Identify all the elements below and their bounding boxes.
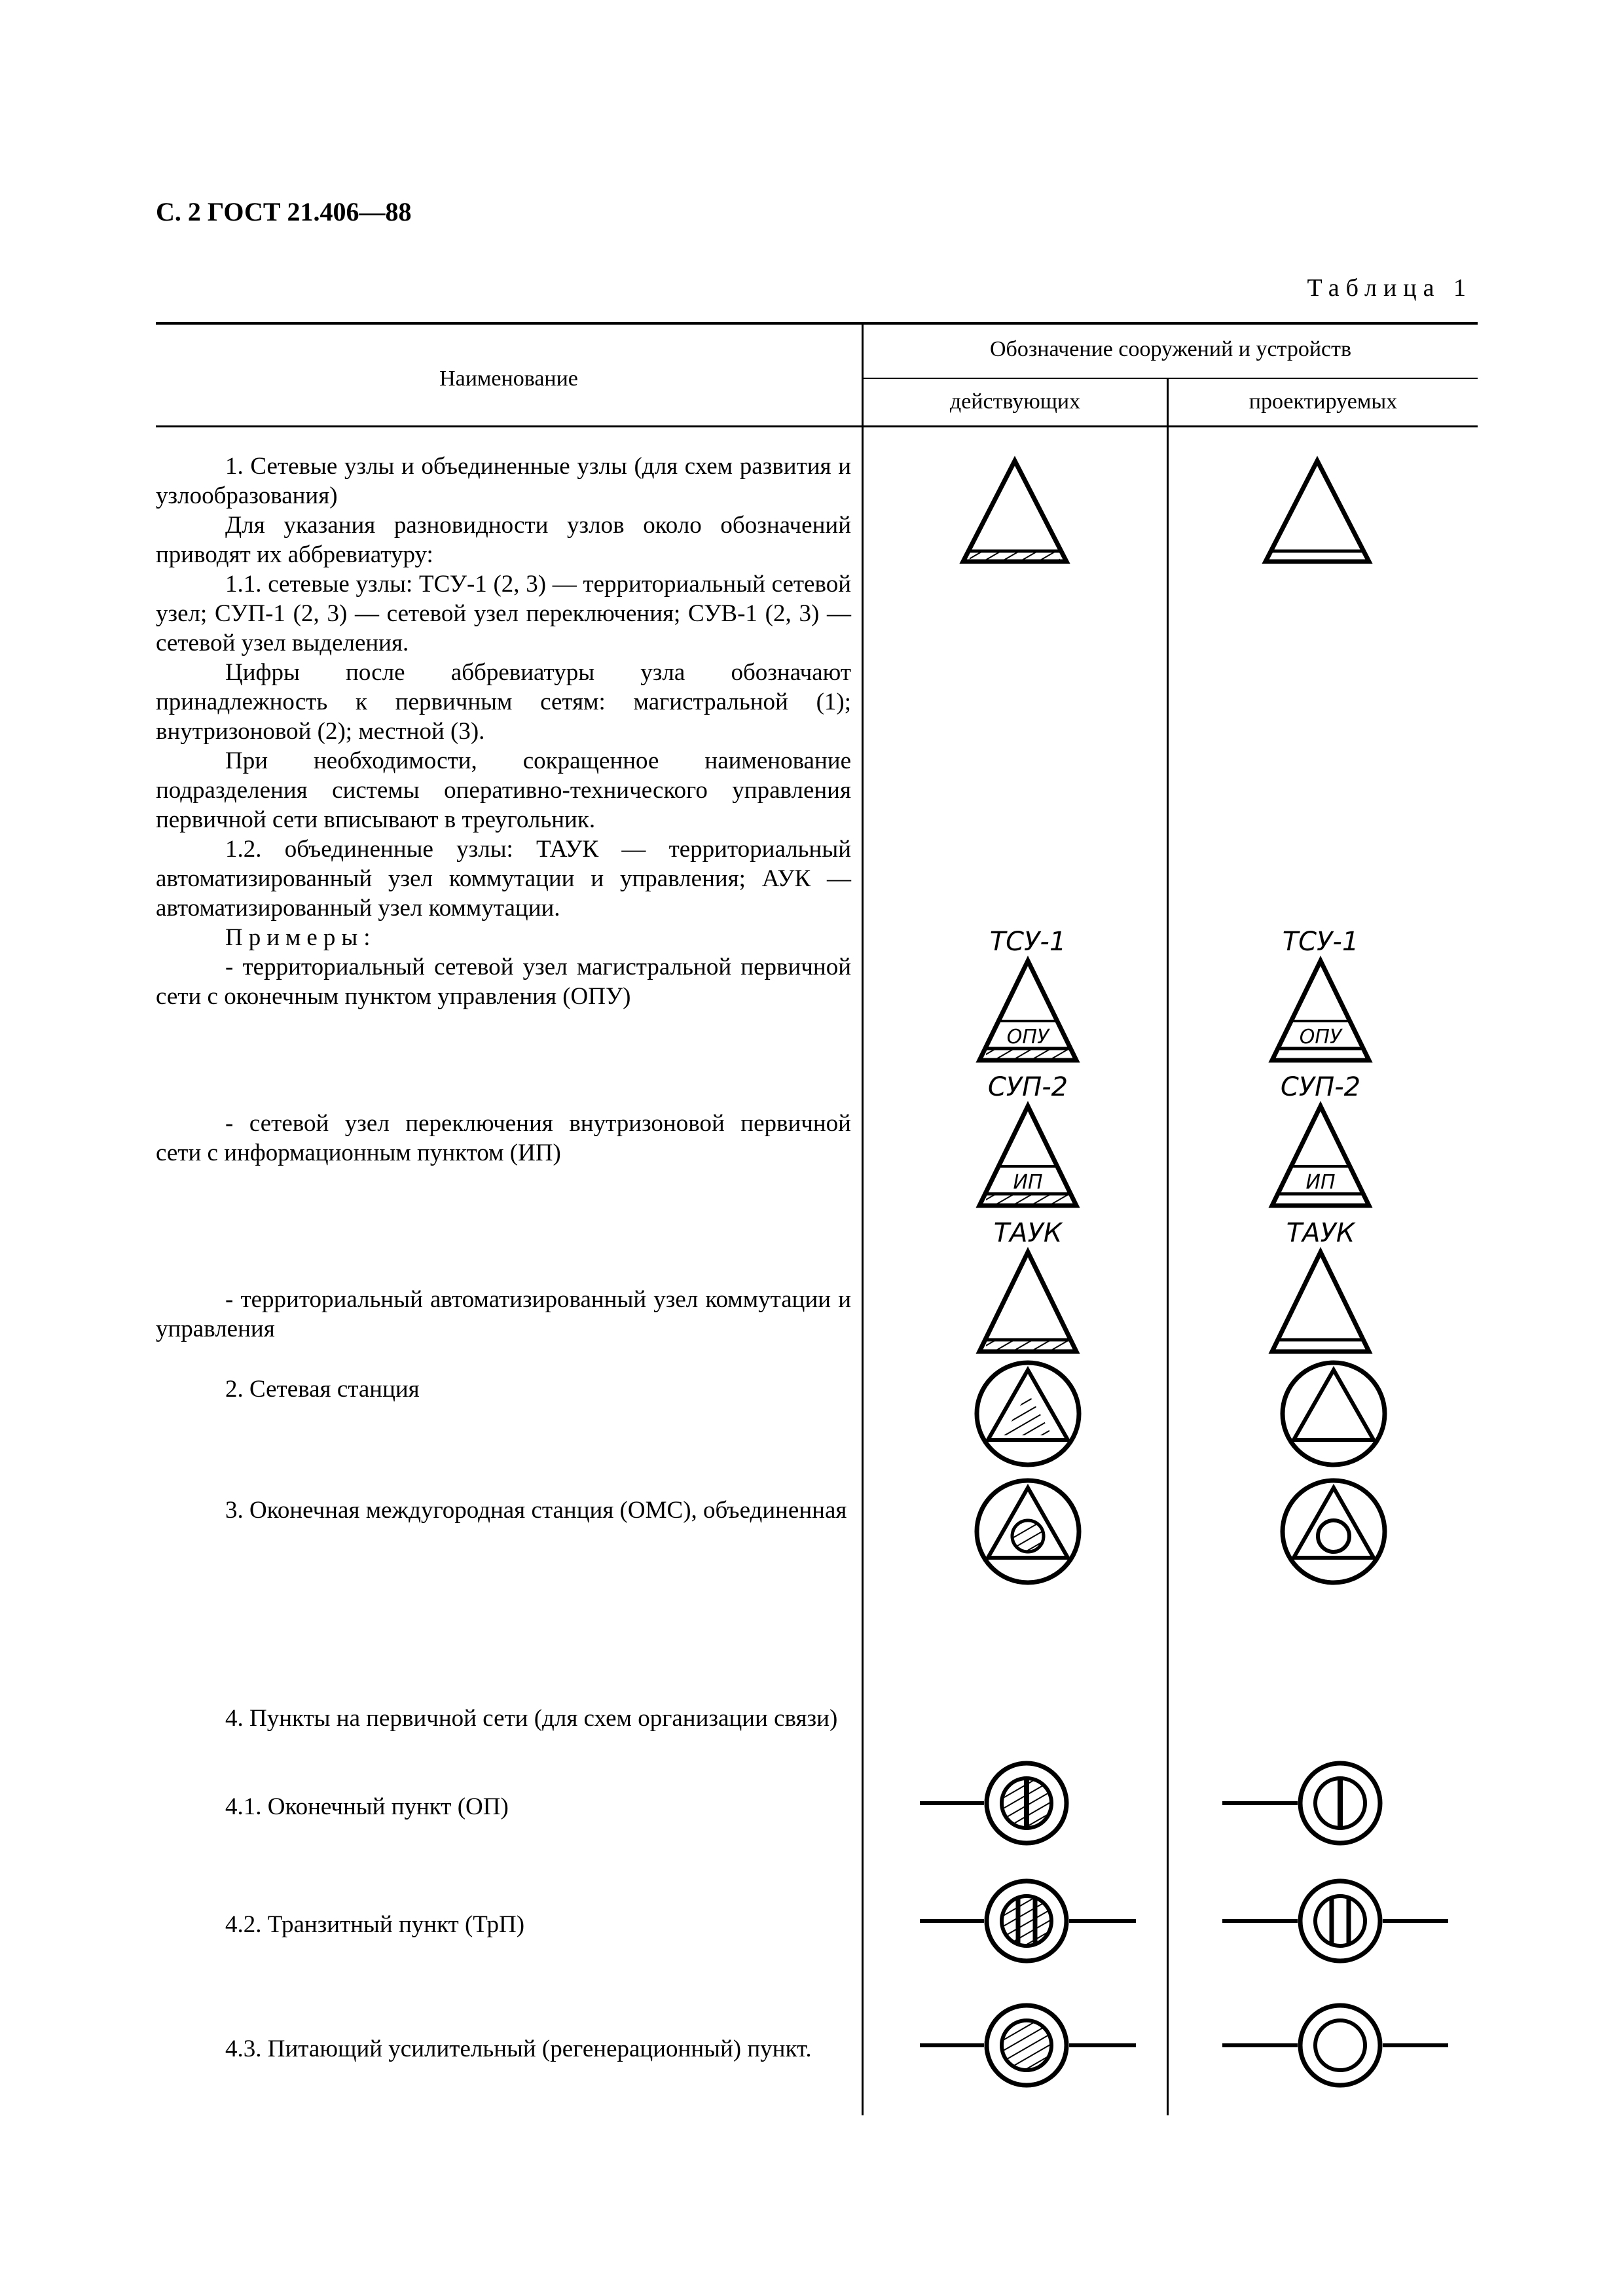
row-1-abbrev-text: При необходимости, сокращенное наименование подразделения системы оперативно-технического управления первичной сети вписывают в треугольник. — [156, 747, 851, 833]
row-4-2-text: 4.2. Транзитный пункт (ТрП) — [225, 1911, 525, 1938]
ip-label: ИП — [1013, 1171, 1043, 1194]
example-3 — [156, 1285, 851, 1344]
example-2 — [156, 1109, 851, 1168]
opu-label: ОПУ — [1006, 1026, 1049, 1049]
row-4-text: 4. Пункты на первичной сети (для схем организации связи) — [225, 1705, 838, 1732]
column-divider-2 — [1167, 379, 1169, 2115]
tauk-label: ТАУК — [993, 1218, 1063, 1248]
transit-point-existing-symbol — [920, 1878, 1139, 1964]
ip-label: ИП — [1305, 1171, 1336, 1194]
tauk-label: ТАУК — [1286, 1218, 1355, 1248]
header-bottom-rule — [156, 425, 1478, 427]
table-top-rule — [156, 322, 1478, 325]
network-station-designed-symbol — [1278, 1358, 1389, 1469]
row-1-title: 1. Сетевые узлы и объединенные узлы (для схем развития и узлообразования) — [156, 453, 851, 509]
tsu-opu-existing-symbol — [974, 923, 1082, 1064]
column-header-designed: проектируемых — [1249, 389, 1398, 414]
row-3 — [156, 1496, 851, 1525]
table-caption: Таблица 1 — [1307, 274, 1472, 302]
tauk-designed-symbol — [1267, 1214, 1375, 1355]
opu-label: ОПУ — [1299, 1026, 1342, 1049]
column-header-group: Обозначение сооружений и устройств — [989, 337, 1352, 361]
header-sub-rule — [862, 378, 1478, 379]
row-1-2-text: 1.2. объединенные узлы: ТАУК — территориальный автоматизированный узел коммутации и управления; АУК — автоматизированный узел коммутации. — [156, 836, 851, 922]
example-1-text: - территориальный сетевой узел магистральной первичной сети с оконечным пунктом управления (ОПУ) — [156, 954, 851, 1010]
row-1-note: Для указания разновидности узлов около обозначений приводят их аббревиатуру: — [156, 512, 851, 568]
row-1-description — [156, 452, 851, 1011]
oms-existing-symbol — [972, 1476, 1084, 1587]
network-node-designed-symbol — [1262, 458, 1373, 566]
row-4-1 — [156, 1792, 851, 1821]
row-2 — [156, 1374, 851, 1404]
example-3-text: - территориальный автоматизированный узел коммутации и управления — [156, 1286, 851, 1342]
sup-label: СУП-2 — [987, 1072, 1068, 1102]
column-header-name: Наименование — [439, 367, 578, 391]
network-node-existing-symbol — [959, 458, 1070, 566]
row-1-1-text: 1.1. сетевые узлы: ТСУ-1 (2, 3) — территориальный сетевой узел; СУП-1 (2, 3) — сетевой узел переключения; СУВ-1 (2, 3) — сетевой узел выделения. — [156, 571, 851, 656]
column-divider-1 — [862, 323, 864, 2115]
column-header-existing: действующих — [949, 389, 1081, 414]
examples-label: Примеры: — [225, 924, 376, 951]
row-4-1-text: 4.1. Оконечный пункт (ОП) — [225, 1793, 509, 1820]
network-station-existing-symbol — [972, 1358, 1084, 1469]
page-header: С. 2 ГОСТ 21.406—88 — [156, 197, 412, 226]
row-4 — [156, 1704, 851, 1733]
tsu-label: ТСУ-1 — [1282, 927, 1359, 957]
sup-ip-existing-symbol — [974, 1068, 1082, 1209]
row-3-text: 3. Оконечная междугородная станция (ОМС), объединенная — [225, 1497, 847, 1524]
row-4-3-text: 4.3. Питающий усилительный (регенерационный) пункт. — [225, 2036, 812, 2062]
oms-designed-symbol — [1278, 1476, 1389, 1587]
terminal-point-existing-symbol — [920, 1761, 1080, 1846]
sup-label: СУП-2 — [1280, 1072, 1361, 1102]
row-4-2 — [156, 1910, 851, 1939]
row-1-digits-text: Цифры после аббревиатуры узла обозначают принадлежность к первичным сетям: магистральной (1); внутризоновой (2); местной (3). — [156, 659, 851, 745]
terminal-point-designed-symbol — [1222, 1761, 1383, 1846]
sup-ip-designed-symbol — [1267, 1068, 1375, 1209]
example-2-text: - сетевой узел переключения внутризоновой первичной сети с информационным пунктом (ИП) — [156, 1110, 851, 1166]
tsu-opu-designed-symbol — [1267, 923, 1375, 1064]
tauk-existing-symbol — [974, 1214, 1082, 1355]
row-4-3 — [156, 2034, 851, 2064]
transit-point-designed-symbol — [1222, 1878, 1451, 1964]
tsu-label: ТСУ-1 — [989, 927, 1067, 957]
repeater-point-existing-symbol — [920, 2003, 1139, 2088]
row-2-text: 2. Сетевая станция — [225, 1376, 420, 1403]
repeater-point-designed-symbol — [1222, 2003, 1451, 2088]
